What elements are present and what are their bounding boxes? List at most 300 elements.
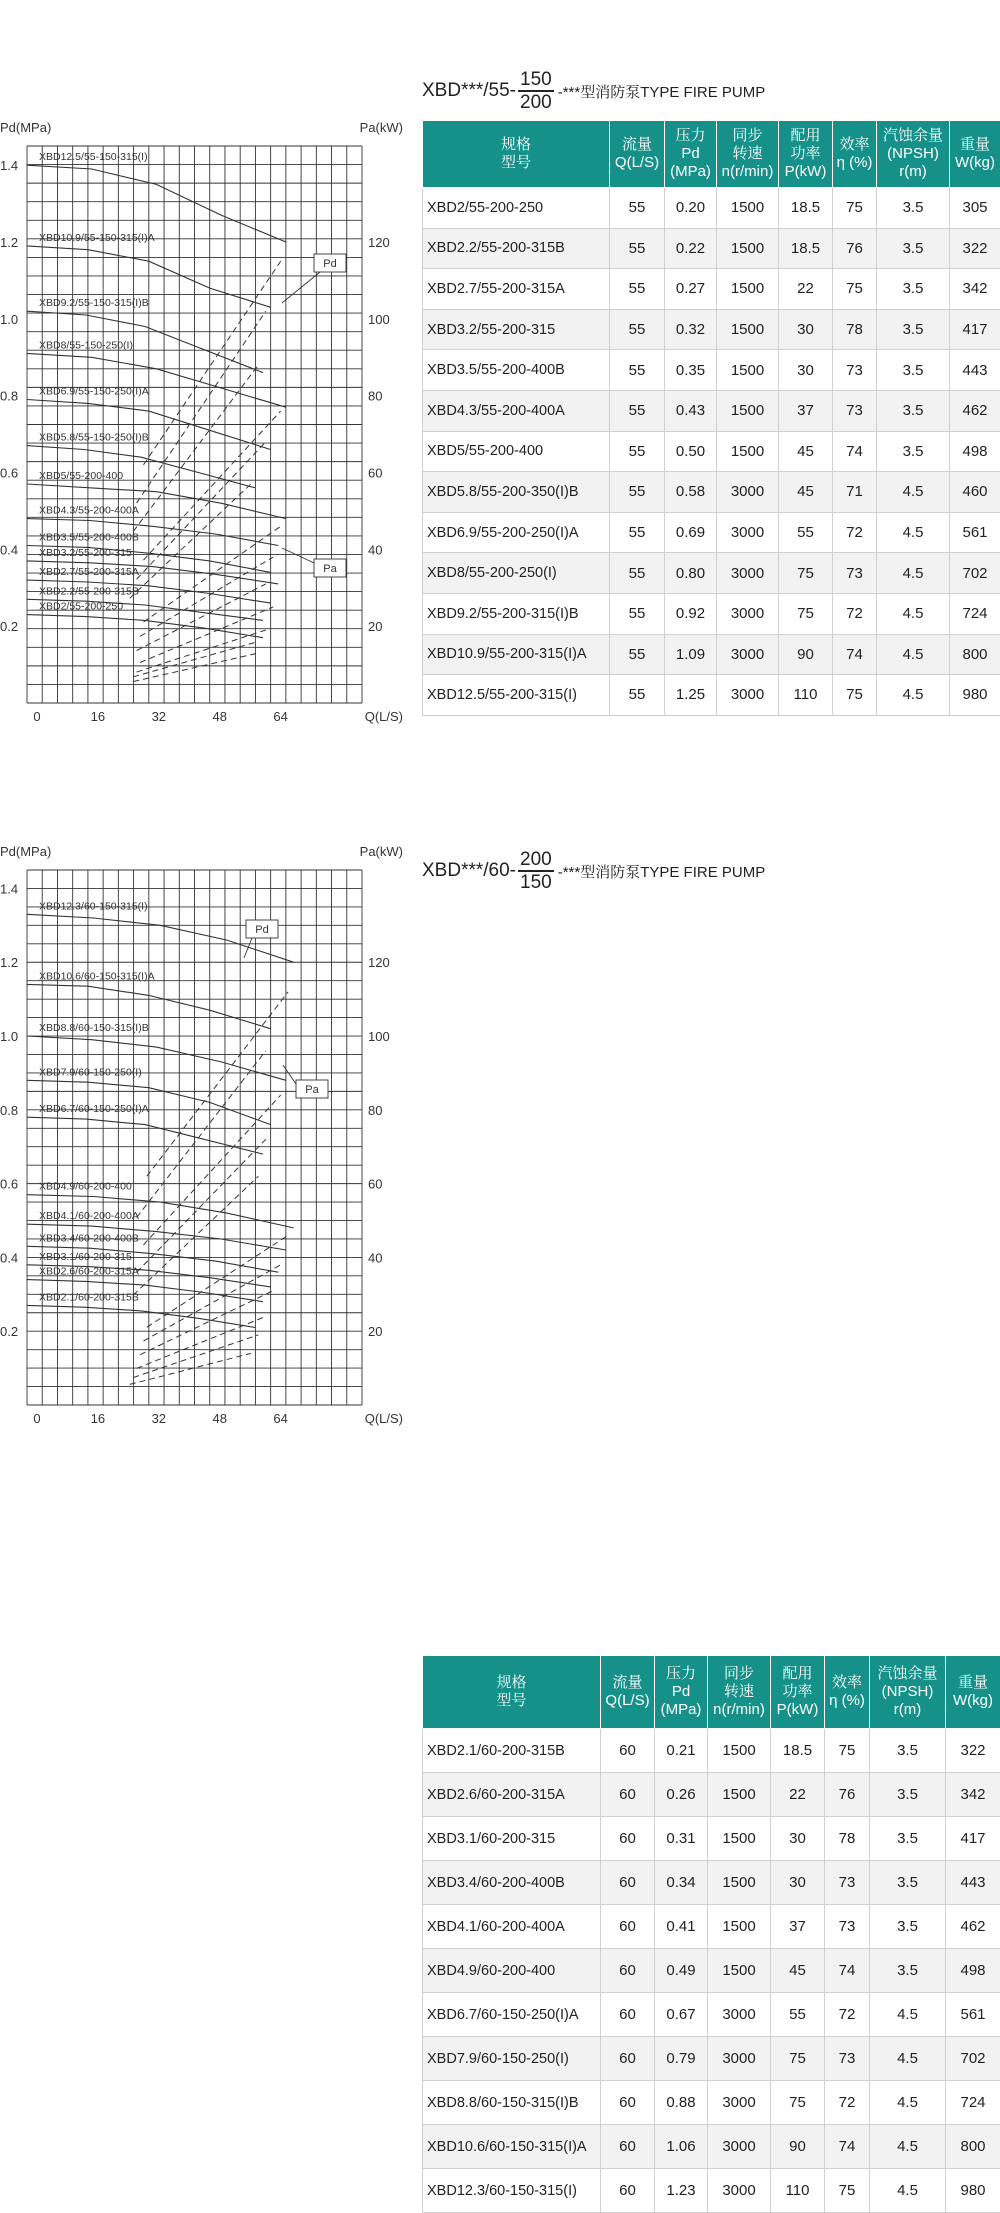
curve-label: XBD2.6/60-200-315A: [39, 1266, 139, 1278]
cell-speed: 1500: [708, 1817, 771, 1861]
table-row: [423, 2125, 1000, 2169]
cell-npsh: 4.5: [877, 675, 950, 716]
y-tick-label-right: 40: [368, 542, 382, 557]
cell-model: XBD12.5/55-200-315(I): [423, 675, 610, 716]
header-line: 压力: [665, 127, 716, 145]
header-eff: [825, 1656, 870, 1729]
header-line: n(r/min): [717, 163, 778, 181]
cell-speed: 3000: [717, 472, 779, 513]
cell-npsh: 4.5: [877, 472, 950, 513]
cell-pressure: 0.27: [665, 269, 717, 310]
y-tick-label-left: 1.0: [0, 1029, 18, 1044]
table-row: [423, 431, 1000, 472]
cell-flow: 60: [601, 1905, 655, 1949]
cell-weight: 702: [950, 553, 1000, 594]
cell-pressure: 0.31: [655, 1817, 708, 1861]
title-denominator: 150: [520, 872, 552, 892]
header-line: r(m): [870, 1701, 945, 1719]
header-pressure: [655, 1656, 708, 1729]
header-line: 效率: [833, 136, 876, 154]
cell-pressure: 0.22: [665, 228, 717, 269]
cell-model: XBD2.1/60-200-315B: [423, 1729, 601, 1773]
curve-label: XBD8.8/60-150-315(I)B: [39, 1022, 149, 1034]
cell-speed: 3000: [717, 634, 779, 675]
pa-curve: [130, 484, 251, 598]
pump-section-55: [0, 0, 1000, 760]
cell-power: 55: [779, 512, 833, 553]
table-row: [423, 1861, 1000, 1905]
cell-npsh: 4.5: [877, 553, 950, 594]
cell-npsh: 3.5: [870, 1817, 946, 1861]
cell-flow: 55: [610, 390, 665, 431]
cell-eff: 75: [825, 1729, 870, 1773]
y-tick-label-left: 0.8: [0, 389, 18, 404]
header-model: [423, 121, 610, 188]
cell-weight: 561: [946, 1993, 1000, 2037]
x-tick-label: 48: [212, 1411, 226, 1426]
pa-curve: [137, 311, 266, 503]
cell-model: XBD2/55-200-250: [423, 188, 610, 229]
header-flow: [610, 121, 665, 188]
table-row: [423, 1817, 1000, 1861]
curve-label: XBD5.8/55-150-250(I)B: [39, 432, 149, 444]
curve-label: XBD2.7/55-200-315A: [39, 566, 139, 578]
cell-weight: 342: [950, 269, 1000, 310]
header-npsh: [877, 121, 950, 188]
cell-npsh: 4.5: [870, 2081, 946, 2125]
pa-curve: [137, 584, 266, 651]
pa-curve: [133, 365, 258, 532]
cell-weight: 462: [950, 390, 1000, 431]
cell-speed: 1500: [708, 1861, 771, 1905]
table-row: [423, 472, 1000, 513]
cell-model: XBD6.9/55-200-250(I)A: [423, 512, 610, 553]
cell-npsh: 3.5: [870, 1861, 946, 1905]
pa-marker-label: Pa: [305, 1084, 319, 1096]
cell-weight: 460: [950, 472, 1000, 513]
x-tick-label: 32: [152, 709, 166, 724]
x-tick-label: 64: [273, 709, 287, 724]
cell-model: XBD3.2/55-200-315: [423, 309, 610, 350]
header-line: 流量: [610, 136, 664, 154]
header-line: (MPa): [665, 163, 716, 181]
curve-label: XBD4.1/60-200-400A: [39, 1210, 139, 1222]
header-line: 效率: [825, 1674, 869, 1692]
header-line: 型号: [423, 154, 609, 172]
cell-pressure: 0.80: [665, 553, 717, 594]
x-tick-label: 32: [152, 1411, 166, 1426]
cell-flow: 55: [610, 228, 665, 269]
cell-pressure: 0.43: [665, 390, 717, 431]
curve-label: XBD2/55-200-250: [39, 601, 123, 613]
curve-label: XBD8/55-150-250(I): [39, 339, 133, 351]
cell-pressure: 0.41: [655, 1905, 708, 1949]
cell-weight: 980: [950, 675, 1000, 716]
cell-npsh: 3.5: [877, 431, 950, 472]
cell-flow: 60: [601, 1993, 655, 2037]
cell-eff: 71: [833, 472, 877, 513]
performance-chart-55: [0, 0, 420, 740]
cell-flow: 60: [601, 2169, 655, 2213]
cell-npsh: 3.5: [877, 390, 950, 431]
cell-power: 90: [771, 2125, 825, 2169]
cell-npsh: 3.5: [877, 350, 950, 391]
cell-model: XBD5/55-200-400: [423, 431, 610, 472]
header-line: n(r/min): [708, 1701, 770, 1719]
header-line: 规格: [423, 136, 609, 154]
y-tick-label-left: 0.2: [0, 619, 18, 634]
curve-label: XBD3.2/55-200-315: [39, 547, 132, 559]
cell-power: 30: [779, 350, 833, 391]
header-line: W(kg): [950, 154, 1000, 172]
cell-flow: 55: [610, 634, 665, 675]
cell-flow: 55: [610, 675, 665, 716]
table-row: [423, 1905, 1000, 1949]
table-row: [423, 1993, 1000, 2037]
cell-weight: 322: [946, 1729, 1000, 1773]
cell-power: 110: [771, 2169, 825, 2213]
cell-model: XBD5.8/55-200-350(I)B: [423, 472, 610, 513]
header-line: 汽蚀余量: [870, 1665, 945, 1683]
table-header-row: [423, 121, 1000, 188]
cell-pressure: 0.21: [655, 1729, 708, 1773]
spec-table-60: [422, 1655, 1000, 2213]
cell-weight: 702: [946, 2037, 1000, 2081]
curve-label: XBD2.1/60-200-315B: [39, 1291, 139, 1303]
header-line: Pd: [655, 1683, 707, 1701]
cell-eff: 75: [825, 2169, 870, 2213]
header-weight: [946, 1656, 1000, 1729]
x-axis-label: Q(L/S): [365, 709, 403, 724]
pa-curve: [137, 1051, 266, 1218]
cell-npsh: 4.5: [870, 2037, 946, 2081]
cell-flow: 60: [601, 2125, 655, 2169]
cell-pressure: 0.32: [665, 309, 717, 350]
cell-speed: 1500: [708, 1773, 771, 1817]
cell-model: XBD2.2/55-200-315B: [423, 228, 610, 269]
pd-marker-label: Pd: [323, 258, 336, 270]
cell-eff: 75: [833, 675, 877, 716]
curve-label: XBD4.9/60-200-400: [39, 1181, 132, 1193]
cell-flow: 60: [601, 1729, 655, 1773]
cell-npsh: 3.5: [877, 228, 950, 269]
cell-pressure: 0.92: [665, 593, 717, 634]
cell-npsh: 4.5: [877, 593, 950, 634]
cell-npsh: 3.5: [870, 1905, 946, 1949]
cell-speed: 1500: [717, 269, 779, 310]
cell-power: 75: [779, 553, 833, 594]
cell-power: 45: [779, 431, 833, 472]
cell-model: XBD4.3/55-200-400A: [423, 390, 610, 431]
x-axis-label: Q(L/S): [365, 1411, 403, 1426]
title-fraction: [518, 70, 554, 112]
cell-pressure: 1.06: [655, 2125, 708, 2169]
cell-npsh: 4.5: [877, 634, 950, 675]
pa-marker-leader: [282, 548, 314, 563]
cell-pressure: 0.69: [665, 512, 717, 553]
cell-power: 22: [779, 269, 833, 310]
cell-weight: 980: [946, 2169, 1000, 2213]
cell-speed: 1500: [708, 1905, 771, 1949]
cell-eff: 72: [833, 593, 877, 634]
header-line: 配用: [771, 1665, 824, 1683]
cell-eff: 76: [833, 228, 877, 269]
cell-power: 37: [779, 390, 833, 431]
cell-eff: 78: [833, 309, 877, 350]
cell-power: 75: [771, 2081, 825, 2125]
header-line: 同步: [717, 127, 778, 145]
header-line: 重量: [950, 136, 1000, 154]
y-tick-label-right: 40: [368, 1250, 382, 1265]
y-axis-label-left: Pd(MPa): [0, 120, 51, 135]
curve-label: XBD3.5/55-200-400B: [39, 532, 139, 544]
header-line: 转速: [708, 1683, 770, 1701]
pd-curve: [27, 1305, 255, 1327]
chart-grid: [27, 870, 362, 1405]
cell-pressure: 0.50: [665, 431, 717, 472]
cell-weight: 417: [946, 1817, 1000, 1861]
cell-power: 37: [771, 1905, 825, 1949]
table-row: [423, 2169, 1000, 2213]
cell-weight: 498: [946, 1949, 1000, 1993]
cell-speed: 3000: [708, 2125, 771, 2169]
cell-pressure: 0.35: [665, 350, 717, 391]
y-tick-label-right: 80: [368, 389, 382, 404]
y-tick-label-left: 0.6: [0, 466, 18, 481]
header-line: 汽蚀余量: [877, 127, 949, 145]
curve-label: XBD4.3/55-200-400A: [39, 505, 139, 517]
header-line: P(kW): [779, 163, 832, 181]
cell-eff: 74: [825, 2125, 870, 2169]
title-denominator: 200: [520, 92, 552, 112]
cell-speed: 3000: [717, 593, 779, 634]
curve-label: XBD10.9/55-150-315(I)A: [39, 232, 155, 244]
cell-speed: 1500: [717, 228, 779, 269]
y-tick-label-right: 60: [368, 466, 382, 481]
pa-marker-leader: [283, 1065, 296, 1084]
cell-power: 90: [779, 634, 833, 675]
pa-curve: [137, 1316, 266, 1368]
x-tick-label: 64: [273, 1411, 287, 1426]
cell-weight: 305: [950, 188, 1000, 229]
x-tick-label: 16: [91, 1411, 105, 1426]
cell-weight: 342: [946, 1773, 1000, 1817]
header-speed: [708, 1656, 771, 1729]
cell-weight: 498: [950, 431, 1000, 472]
cell-power: 30: [771, 1817, 825, 1861]
cell-eff: 73: [825, 1905, 870, 1949]
table-body: [423, 188, 1000, 716]
pump-section-60: [0, 760, 1000, 1522]
table-row: [423, 390, 1000, 431]
y-tick-label-left: 0.8: [0, 1103, 18, 1118]
y-tick-label-left: 1.4: [0, 881, 18, 896]
cell-npsh: 4.5: [870, 2169, 946, 2213]
y-tick-label-right: 60: [368, 1177, 382, 1192]
cell-model: XBD3.4/60-200-400B: [423, 1861, 601, 1905]
y-tick-label-left: 1.0: [0, 312, 18, 327]
header-line: 压力: [655, 1665, 707, 1683]
table-row: [423, 2037, 1000, 2081]
curve-label: XBD5/55-200-400: [39, 470, 123, 482]
cell-pressure: 0.20: [665, 188, 717, 229]
cell-speed: 3000: [708, 2169, 771, 2213]
cell-power: 30: [771, 1861, 825, 1905]
pa-curve: [137, 1139, 266, 1272]
cell-npsh: 3.5: [877, 188, 950, 229]
cell-model: XBD9.2/55-200-315(I)B: [423, 593, 610, 634]
y-tick-label-right: 20: [368, 1324, 382, 1339]
cell-speed: 3000: [708, 1993, 771, 2037]
cell-speed: 1500: [708, 1949, 771, 1993]
header-line: P(kW): [771, 1701, 824, 1719]
cell-flow: 55: [610, 431, 665, 472]
cell-eff: 72: [833, 512, 877, 553]
curve-label: XBD3.1/60-200-315: [39, 1251, 132, 1263]
cell-flow: 55: [610, 512, 665, 553]
header-line: (NPSH): [870, 1683, 945, 1701]
cell-speed: 1500: [717, 350, 779, 391]
y-axis-label-left: Pd(MPa): [0, 844, 51, 859]
y-tick-label-left: 0.6: [0, 1177, 18, 1192]
table-row: [423, 188, 1000, 229]
header-line: Pd: [665, 145, 716, 163]
curve-label: XBD6.7/60-150-250(I)A: [39, 1103, 149, 1115]
section-title-60: [422, 850, 765, 892]
y-tick-label-left: 1.4: [0, 158, 18, 173]
cell-speed: 1500: [708, 1729, 771, 1773]
x-tick-label: 0: [33, 1411, 40, 1426]
y-tick-label-left: 1.2: [0, 955, 18, 970]
cell-weight: 417: [950, 309, 1000, 350]
header-eff: [833, 121, 877, 188]
pa-curve: [147, 1235, 288, 1327]
cell-weight: 724: [950, 593, 1000, 634]
title-numerator: 150: [518, 70, 554, 92]
cell-flow: 60: [601, 1773, 655, 1817]
title-numerator: 200: [518, 850, 554, 872]
cell-flow: 60: [601, 2081, 655, 2125]
cell-power: 45: [779, 472, 833, 513]
cell-eff: 75: [833, 269, 877, 310]
header-power: [779, 121, 833, 188]
header-line: 同步: [708, 1665, 770, 1683]
curve-label: XBD6.9/55-150-250(I)A: [39, 386, 149, 398]
title-fraction: [518, 850, 554, 892]
performance-chart-60: [0, 760, 420, 1500]
table-row: [423, 228, 1000, 269]
cell-npsh: 4.5: [877, 512, 950, 553]
y-axis-label-right: Pa(kW): [360, 120, 403, 135]
cell-pressure: 0.58: [665, 472, 717, 513]
cell-weight: 462: [946, 1905, 1000, 1949]
pd-curve: [27, 1117, 263, 1154]
cell-speed: 3000: [708, 2037, 771, 2081]
header-line: Q(L/S): [601, 1692, 654, 1710]
y-tick-label-left: 0.4: [0, 1250, 18, 1265]
cell-eff: 74: [833, 431, 877, 472]
cell-pressure: 0.88: [655, 2081, 708, 2125]
cell-eff: 75: [833, 188, 877, 229]
table-row: [423, 309, 1000, 350]
cell-speed: 1500: [717, 431, 779, 472]
x-tick-label: 16: [91, 709, 105, 724]
cell-flow: 55: [610, 472, 665, 513]
section-title-55: [422, 70, 765, 112]
pd-curve: [27, 353, 286, 407]
cell-pressure: 1.09: [665, 634, 717, 675]
y-tick-label-right: 100: [368, 1029, 390, 1044]
header-line: 功率: [779, 145, 832, 163]
table-row: [423, 593, 1000, 634]
header-line: 流量: [601, 1674, 654, 1692]
cell-weight: 800: [950, 634, 1000, 675]
pd-marker-label: Pd: [255, 924, 268, 936]
cell-eff: 74: [833, 634, 877, 675]
cell-model: XBD7.9/60-150-250(I): [423, 2037, 601, 2081]
header-line: Q(L/S): [610, 154, 664, 172]
cell-flow: 55: [610, 593, 665, 634]
cell-npsh: 3.5: [870, 1949, 946, 1993]
header-line: 型号: [423, 1692, 600, 1710]
curve-label: XBD9.2/55-150-315(I)B: [39, 297, 149, 309]
cell-power: 110: [779, 675, 833, 716]
table-row: [423, 512, 1000, 553]
header-line: η (%): [833, 154, 876, 172]
cell-model: XBD4.9/60-200-400: [423, 1949, 601, 1993]
y-axis-label-right: Pa(kW): [360, 844, 403, 859]
y-tick-label-right: 120: [368, 235, 390, 250]
pd-curve: [27, 165, 286, 242]
cell-power: 18.5: [771, 1729, 825, 1773]
cell-model: XBD2.7/55-200-315A: [423, 269, 610, 310]
cell-power: 75: [779, 593, 833, 634]
cell-power: 18.5: [779, 228, 833, 269]
curve-label: XBD2.2/55-200-315B: [39, 585, 139, 597]
cell-flow: 55: [610, 309, 665, 350]
cell-eff: 73: [825, 1861, 870, 1905]
spec-table-55: [422, 120, 1000, 716]
y-tick-label-left: 1.2: [0, 235, 18, 250]
title-prefix: XBD***/55-: [422, 80, 516, 102]
y-tick-label-right: 20: [368, 619, 382, 634]
curve-label: XBD7.9/60-150-250(I): [39, 1066, 142, 1078]
y-tick-label-left: 0.2: [0, 1324, 18, 1339]
cell-pressure: 0.67: [655, 1993, 708, 2037]
header-line: (NPSH): [877, 145, 949, 163]
cell-eff: 73: [833, 390, 877, 431]
header-weight: [950, 121, 1000, 188]
cell-speed: 3000: [717, 512, 779, 553]
cell-weight: 724: [946, 2081, 1000, 2125]
header-pressure: [665, 121, 717, 188]
cell-model: XBD4.1/60-200-400A: [423, 1905, 601, 1949]
cell-pressure: 0.79: [655, 2037, 708, 2081]
cell-eff: 72: [825, 2081, 870, 2125]
cell-weight: 443: [950, 350, 1000, 391]
cell-speed: 1500: [717, 309, 779, 350]
table-body: [423, 1729, 1000, 2213]
title-suffix: -***型消防泵TYPE FIRE PUMP: [558, 861, 766, 882]
header-line: 配用: [779, 127, 832, 145]
table-row: [423, 1773, 1000, 1817]
y-tick-label-right: 100: [368, 312, 390, 327]
pa-marker-label: Pa: [323, 563, 337, 575]
cell-model: XBD12.3/60-150-315(I): [423, 2169, 601, 2213]
cell-eff: 74: [825, 1949, 870, 1993]
header-power: [771, 1656, 825, 1729]
cell-eff: 78: [825, 1817, 870, 1861]
